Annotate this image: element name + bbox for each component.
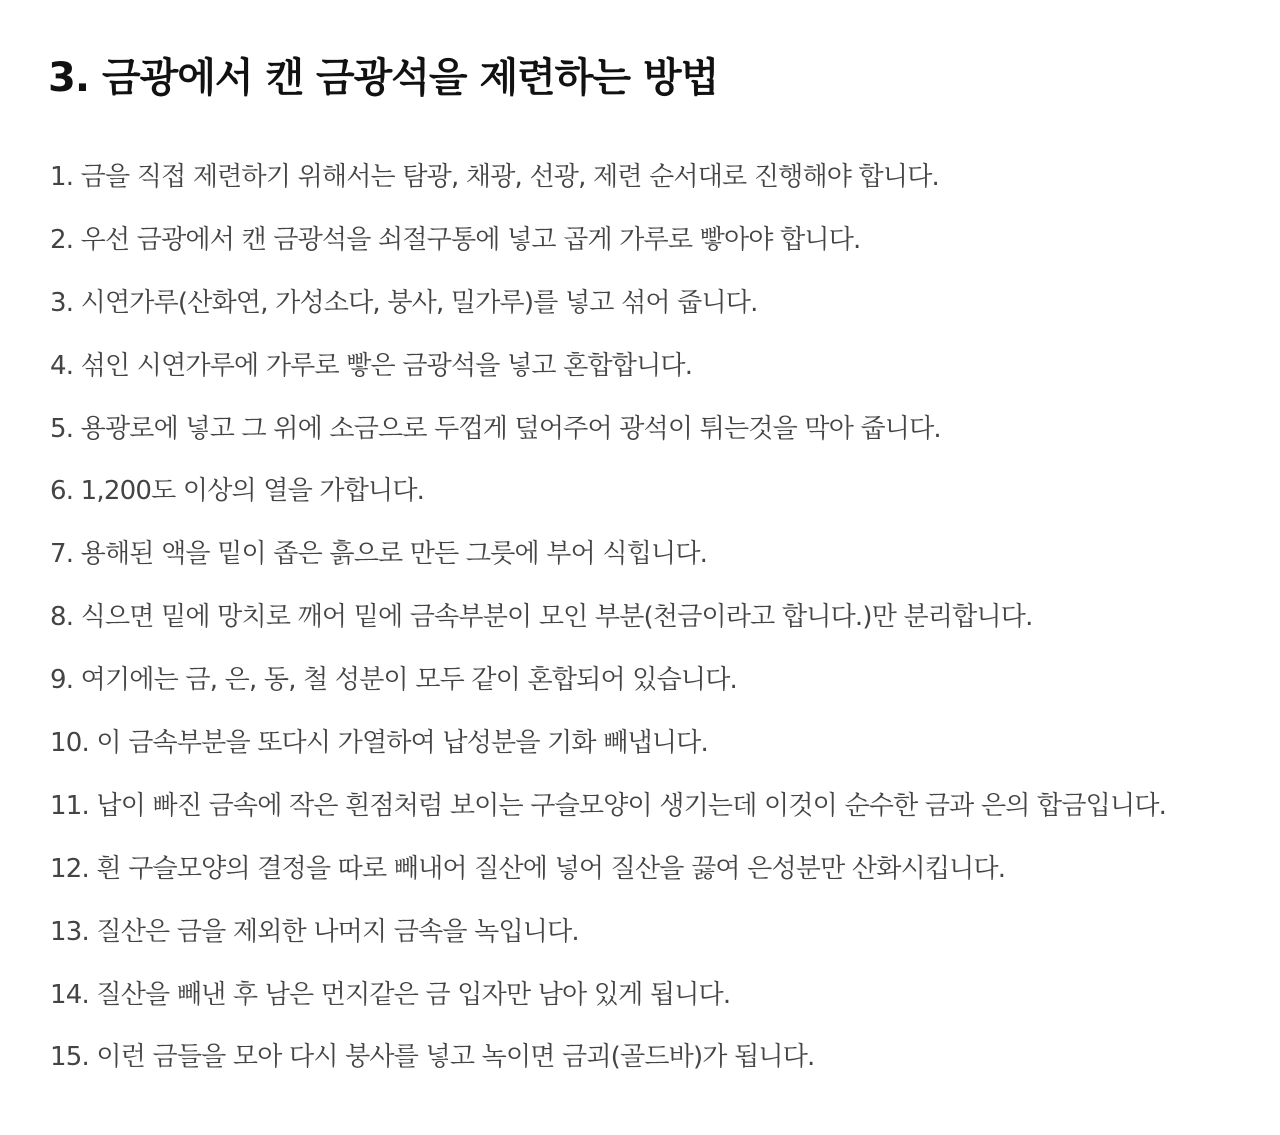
step-item: 6. 1,200도 이상의 열을 가합니다.	[50, 476, 425, 507]
step-item: 14. 질산을 빼낸 후 남은 먼지같은 금 입자만 남아 있게 됩니다.	[50, 979, 731, 1010]
step-item: 11. 납이 빠진 금속에 작은 흰점처럼 보이는 구슬모양이 생기는데 이것이 순수한 금과 은의 합금입니다.	[50, 790, 1167, 821]
step-item: 1. 금을 직접 제련하기 위해서는 탐광, 채광, 선광, 제련 순서대로 진행해야 합니다.	[50, 162, 939, 192]
steps-list	[50, 157, 1275, 1100]
step-item: 10. 이 금속부분을 또다시 가열하여 납성분을 기화 빼냅니다.	[50, 728, 708, 759]
step-item: 8. 식으면 밑에 망치로 깨어 밑에 금속부분이 모인 부분(천금이라고 합니다.)만 분리합니다.	[50, 602, 1033, 633]
step-item: 4. 섞인 시연가루에 가루로 빻은 금광석을 넣고 혼합합니다.	[50, 350, 693, 381]
step-item: 12. 흰 구슬모양의 결정을 따로 빼내어 질산에 넣어 질산을 끓여 은성분만 산화시킵니다.	[50, 853, 1006, 884]
step-item: 9. 여기에는 금, 은, 동, 철 성분이 모두 같이 혼합되어 있습니다.	[50, 665, 737, 696]
step-item: 3. 시연가루(산화연, 가성소다, 붕사, 밀가루)를 넣고 섞어 줍니다.	[50, 287, 758, 318]
step-item: 5. 용광로에 넣고 그 위에 소금으로 두껍게 덮어주어 광석이 튀는것을 막아 줍니다.	[50, 413, 941, 444]
step-item: 7. 용해된 액을 밑이 좁은 흙으로 만든 그릇에 부어 식힙니다.	[50, 539, 708, 570]
section-title: 3. 금광에서 캔 금광석을 제련하는 방법	[48, 55, 719, 101]
step-item: 13. 질산은 금을 제외한 나머지 금속을 녹입니다.	[50, 916, 579, 947]
step-item: 15. 이런 금들을 모아 다시 붕사를 넣고 녹이면 금괴(골드바)가 됩니다.	[50, 1042, 815, 1073]
step-item: 2. 우선 금광에서 캔 금광석을 쇠절구통에 넣고 곱게 가루로 빻아야 합니다.	[50, 224, 861, 255]
